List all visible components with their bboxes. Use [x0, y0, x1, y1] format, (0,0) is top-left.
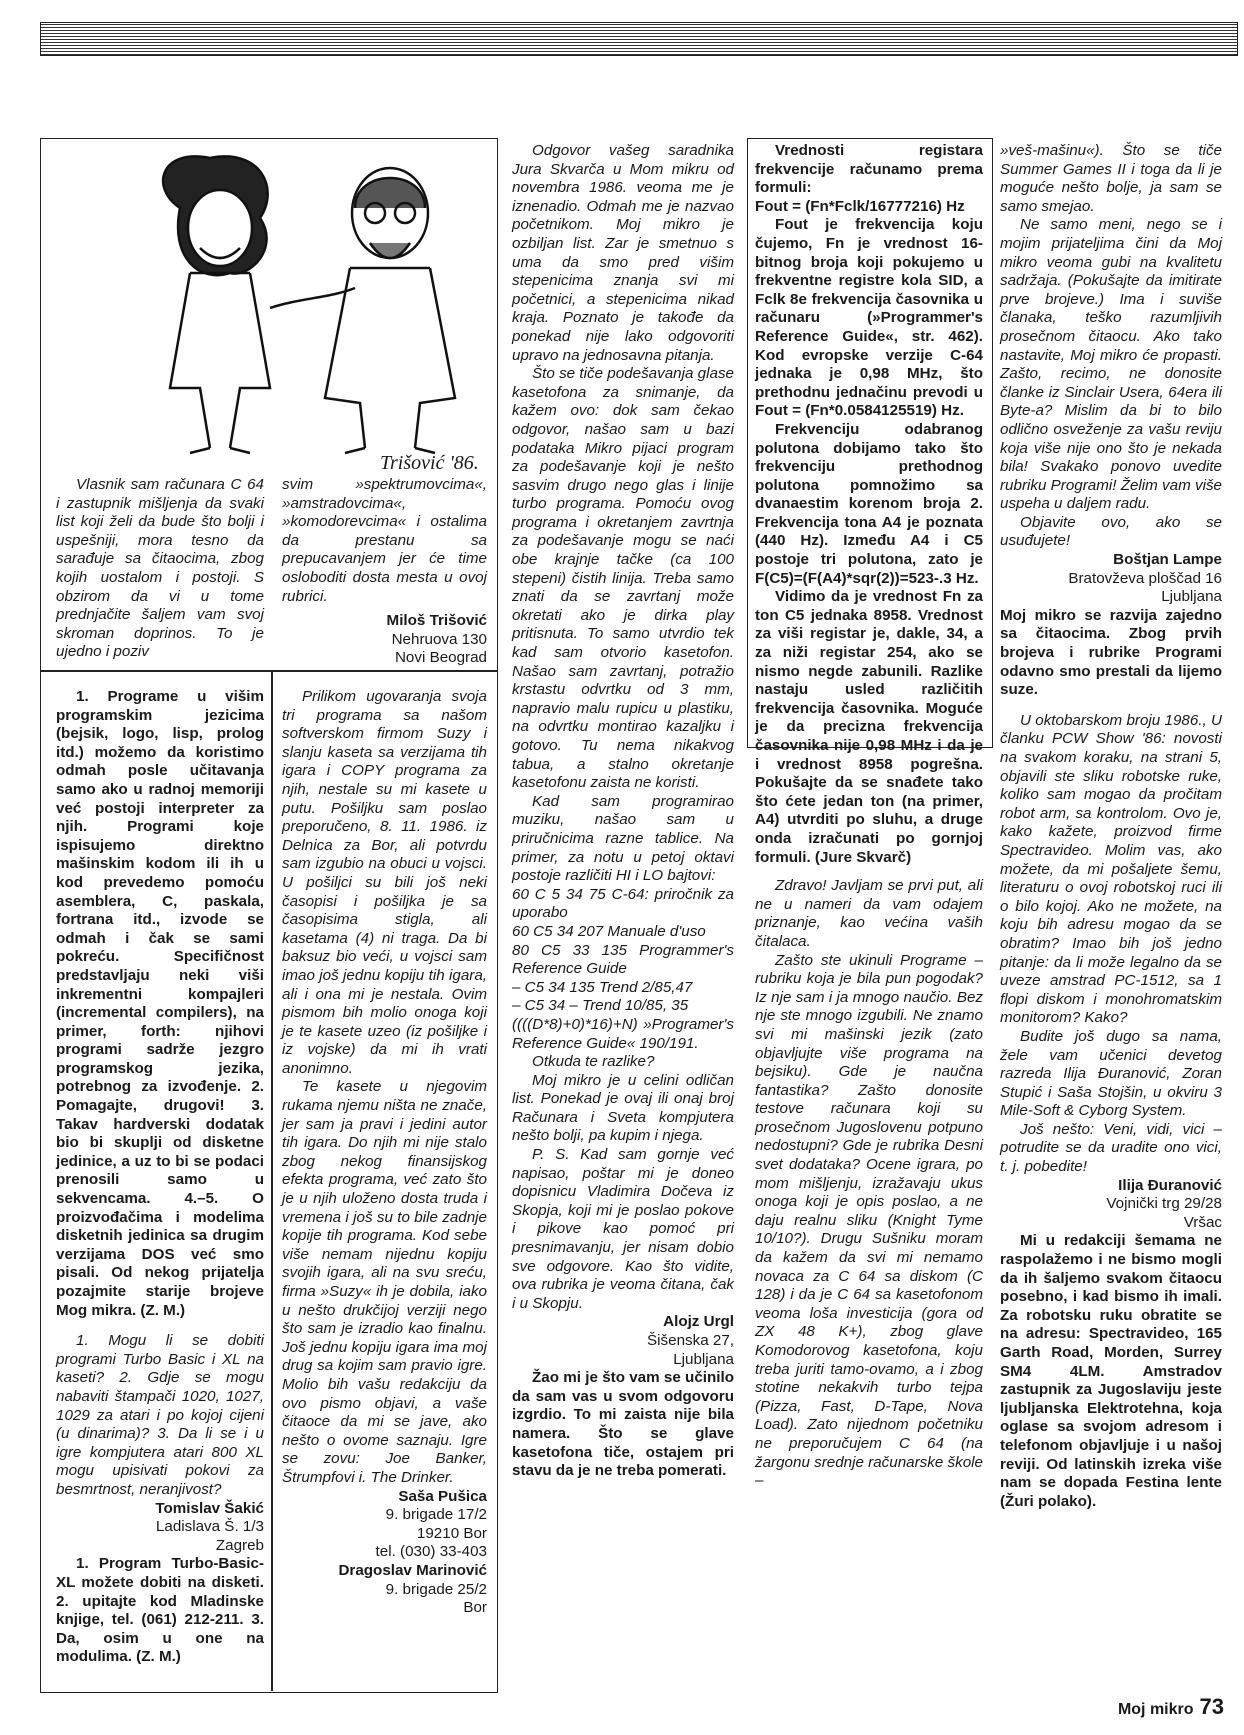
letter-2-list-5: – C5 34 – Trend 10/85, 35 [512, 997, 689, 1015]
left-divider-vertical [271, 670, 273, 1691]
letter-6-text-3: Još nešto: Veni, vidi, vici – potrudite se da uradite ono vici, t. j. pobedite! [1000, 1120, 1222, 1176]
letter-2-author: Alojz Urgl [663, 1313, 734, 1331]
answer-3-b: 1. Program Turbo-Basic-XL možete dobiti na disketi. 2. upitajte kod Mladinske knjige, tel. (061) 212-211. 3. Da, osim u one na modulima. (Z. M.) [56, 1555, 264, 1666]
letter-3-author: Tomislav Šakić [155, 1499, 264, 1517]
letter-5-text-1: Zdravo! Javljam se prvi put, ali ne u nameri da vam odajem priznanje, kao većina vaših čitalaca. [755, 877, 983, 950]
letter-5-address-2: Ljubljana [1161, 588, 1222, 606]
letter-4-author-2: Dragoslav Marinović [338, 1561, 487, 1579]
letter-2-text-5: Moj mikro je u celini odličan list. Ponekad je ovaj ili onaj broj Računara i Sveta kompjutera nešto bolji, pa kupim i njega. [512, 1071, 734, 1145]
letter-6-author: Ilija Đuranović [1118, 1176, 1222, 1194]
cartoon-right-body [325, 268, 455, 448]
letter-4-address-3: tel. (030) 33-403 [375, 1543, 487, 1561]
letter-2-text-4: Otkuda te razlike? [532, 1053, 655, 1071]
letter-2-list-3: 80 C5 33 135 Programmer's Reference Guide [512, 941, 734, 978]
answer-formula-p2: Fout je frekvencija koju čujemo, Fn je vrednost 16-bitnog broja koji pokujemo u frekventne registre kola SID, a Fclk 8e frekvencija časovnika u računaru (»Programmer's Reference Guide«, str. 462). Kod evropske verzije C-64 jednaka je 0,98 MHz, što prethodnu jednačinu prevodi u Fout = (Fn*0.0584125519) Hz. [755, 216, 983, 420]
answer-5: Moj mikro se razvija zajedno sa čitaocima. Zbog prvih brojeva i rubrike Programi odavno smo prestali da lijemo suze. [1000, 606, 1222, 699]
letter-1-col-b [282, 476, 487, 668]
letter-4-text-a: Prilikom ugovaranja svoja tri programa sa našom softverskom firmom Suzy i slanju kaseta sa verzijama tih igara i COPY programa za njih, nestale su mi kasete u putu. Pošiljku sam poslao preporučeno, 8. 11. 1986. iz Delnica za Bor, ali potvrdu sam izgubio na obuci u vojsci. U pošiljci su bili još neki časopisi i pošiljka je sa časopisima stigla, ali kasetama (4) ni traga. Da bi baksuz bio veći, u vojsci sam imao još jednu kopiju tih igara, ali i ona mi je nestala. Ovim pismom bih molio onoga koji je te kasete uzeo (iz pošiljke i iz vojske) da mi ih vrati anonimno. [282, 688, 487, 1077]
letter-1-text-b: svim »spektrumovcima«, »amstradovcima«, »komodorevcima« i ostalima da prestanu sa prepucavanjem jer će time osloboditi dosta mesta u ovoj rubrici. [282, 476, 487, 605]
letter-4-author-1: Saša Pušica [398, 1487, 487, 1505]
letter-3-text: 1. Mogu li se dobiti programi Turbo Basic i XL na kaseti? 2. Gdje se mogu nabaviti štampači 1020, 1027, 1029 za atari i po kojoj cijeni (u dinarima)? 3. Da li se i u igre kompjutera atari 800 XL mogu upisivati pokovi za besmrtnost, neranjivost? [56, 1332, 264, 1498]
letter-2-text-2: Što se tiče podešavanja glase kasetofona za snimanje, da kažem ovo: dok sam čekao odgovor, našao sam u bazi podataka Mikro pijaci program za podešavanje koji je nešto sasvim drugo nego glas i linije turbo programa. Pomoću ovog programa i okretanjem zavrtnja za podešavanje mogu se naći obe krajnje tačke (ca 100 stepeni) čistih linija. Treba samo znati da se zavrtanj može okretati ako je dirka play pritisnuta. To samo utvrdio tek kad sam otvorio kasetofon. Našao sam zavrtanj, potražio krstastu odvrtku od 3 mm, napravio malu rupicu u plastiku, na odvrtku montirao kazaljku i gotovo. Tu nema nikakvog tabua, a stalno okretanje kasetofonu zaista ne koristi. [512, 365, 734, 792]
answer-3-a: 1. Programe u višim programskim jezicima (bejsik, logo, lisp, prolog itd.) možemo da koristimo odmah posle učitavanja samo ako u radnoj memoriji već postoji interpreter za njih. Programi koje ispisujemo direktno mašinskim kodom ili ih u kod prevedemo pomoću asemblera, C, paskala, fortrana itd., izvode se odmah i čak se sami pokreću. Specifičnost predstavljaju neki viši inkrementni kompajleri (incremental compilers), na primer, forth: njihovi programi sadrže jezgro programskog jezika, potrebnog za izvođenje. 2. Pomagajte, drugovi! 3. Takav hardverski dodatak bio bi skuplji od disketne jedinice, a uz to bi se podaci prenosili samo u sekvencama. 4.–5. O proizvođačima i modelima disketnih jedinica sa drugim verzijama DOS već smo pisali. Od nekog prijatelja pozajmite starije brojeve Mog mikra. (Z. M.) [56, 688, 264, 1319]
answer-formula-col [755, 142, 983, 1491]
letter-2-address-1: Šišenska 27, [647, 1332, 734, 1349]
letter-5-address-1: Bratovževa ploščad 16 [1068, 569, 1222, 587]
letter-5-text-4: Ne samo meni, nego se i mojim prijateljima čini da Moj mikro veoma gubi na kvalitetu sadržaja. (Pokušajte da imitirate prve brojeve.) Ima i suviše članaka, teško razumljivih prosečnom čitaocu. Ako tako nastavite, Moj mikro će propasti. Zašto, recimo, ne donosite članke iz Sinclair Usera, 64era ili Byte-a? Mislim da bi to bilo odlično osveženje za vašu reviju koja više nije ono što je nekada bila! Svakako ponovo uvedite rubriku Programi! Želim vam više uspeha u daljem radu. [1000, 216, 1222, 513]
letter-2-col [512, 142, 734, 1481]
page-footer [1118, 1694, 1224, 1720]
answer-formula-p3: Frekvenciju odabranog polutona dobijamo tako što frekvenciju prethodnog polutona pomnožimo sa dvanaestim korenom broja 2. Frekvencija tona A4 je poznata (440 Hz). Između A4 i C5 postoje tri polutona, zato je F(C5)=(F(A4)*sqr(2))=523-.3 Hz. [755, 420, 983, 587]
letter-1-author: Miloš Trišović [386, 612, 487, 630]
magazine-name: Moj mikro [1117, 1701, 1194, 1718]
letter-5-text-3: »veš-mašinu«). Što se tiče Summer Games II i toga da li je moguće nešto bolje, ja sam se samo smejao. [1000, 142, 1222, 215]
letter-3-address-2: Zagreb [215, 1536, 264, 1554]
page-number: 73 [1199, 1694, 1224, 1719]
header-hatch-bar [40, 22, 1238, 56]
letter-2-text-6: P. S. Kad sam gornje već napisao, poštar mi je doneo dopisnicu Vladimira Dočeva iz Skopja, koji mi je poslao pokove i pikove kao pomoć pri presnimavanju, jer nisam dobio sve odgovore. Kao što vidite, ova rubrika je veoma čitana, čak i u Skopju. [512, 1146, 734, 1312]
letter-4-address-2: 19210 Bor [416, 1524, 487, 1542]
letter-2-list-2: 60 C5 34 207 Manuale d'uso [512, 922, 706, 940]
left-divider-horizontal [40, 670, 498, 672]
letter-6-text-2: Budite još dugo sa nama, žele vam učenici devetog razreda Ilija Đuranović, Zoran Stupić i Saša Stojšin, u okviru 3 Mile-Soft & Cyborg System. [1000, 1027, 1222, 1120]
letter-4-address-5: Bor [463, 1599, 487, 1617]
answer-formula-intro: Vrednosti registara frekvencije računamo prema formuli: [755, 142, 983, 197]
letter-2-list-6: ((((D*8)+0)*16)+N) »Programer's Reference Guide« 190/191. [512, 1015, 734, 1052]
cartoon-signature: Trišović '86. [380, 452, 479, 474]
cartoon-illustration [120, 148, 500, 468]
letter-4-col [282, 688, 487, 1618]
letter-3-col [56, 688, 264, 1667]
letter-4-address-4: 9. brigade 25/2 [385, 1580, 487, 1598]
letter-2-list-4: – C5 34 135 Trend 2/85,47 [512, 978, 693, 996]
right-col [1000, 142, 1222, 1511]
letter-4-text-b: Te kasete u njegovim rukama njemu ništa ne znače, jer sam ja pravi i jedini autor tih igara. Do njih mi nije stalo zbog nekog finansijskog efekta programa, već zato što je u njih uloženo dosta truda i vremena i još su to bile zadnje kopije tih programa. Kod sebe više nemam nijednu kopiju svojih igara, ali na svu sreću, firma »Suzy« ih je dobila, iako u nešto drukčijoj verziji nego što sam je izradio kao finalnu. Još jednu kopiju igara ima moj drug sa kojim sam pravio igre. Molio bih vašu redakciju da ovo pismo objavi, a vaše čitaoce da mi se jave, ako nešto o ovome saznaju. Igre se zovu: Joe Banker, Štrumpfovi i. The Drinker. [282, 1078, 487, 1486]
letter-1-col-a [56, 476, 264, 662]
letter-1-text-a: Vlasnik sam računara C 64 i zastupnik mišljenja da svaki list koji želi da bude što bolji i uspešniji, mora tesno da sarađuje sa čitaocima, zbog kojih uostalom i postoji. S obzirom da vi u tome prednjačite šaljem vam svoj skroman doprinos. To je ujedno i poziv [56, 476, 264, 661]
answer-6: Mi u redakciji šemama ne raspolažemo i ne bismo mogli da ih šaljemo svakom čitaocu posebno, i kad bismo ih imali. Za robotsku ruku obratite se na adresu: Spectravideo, 165 Garth Road, Morden, Surrey SM4 4LM. Amstradov zastupnik za Jugoslaviju jeste ljubljanska Elektrotehna, koja oglase sa svojom adresom i telefonom objavljuje i u našoj reviji. Od latinskih izreka više nam se dopada Festina lente (Žuri polako). [1000, 1232, 1222, 1510]
letter-5-text-5: Objavite ovo, ako se usuđujete! [1000, 513, 1222, 550]
letter-1-address-1: Nehruova 130 [391, 630, 487, 648]
answer-formula-p4: Vidimo da je vrednost Fn za ton C5 jednaka 8958. Vrednost za viši registar je, dakle, 34, a za niži registar 254, ako se nismo negde zabunili. Razlike nastaju usled različitih frekvencija časovnika. Moguće je da precizna frekvencija časovnika nije 0,98 MHz i da je i vrednost 8958 pogrešna. Pokušajte da se snađete tako što ćete jedan ton (na primer, A4) utvrditi po sluhu, a druge onda izračunati po gornjoj formuli. (Jure Skvarč) [755, 588, 983, 866]
letter-4-address-1: 9. brigade 17/2 [385, 1506, 487, 1524]
letter-2-text-1: Odgovor vašeg saradnika Jura Skvarča u Mom mikru od novembra 1986. veoma me je iznenadio. Odmah me je nazvao početnikom. Moj mikro je ozbiljan list. Zar je smetnuo s uma da smo pred višim stepenicima znanja svi mi početnici, a stepenicima nikad kraja. Poznato je takođe da ponekad nije lako odgovoriti upravo na jednosavna pitanja. [512, 142, 734, 364]
letter-3-address-1: Ladislava Š. 1/3 [155, 1518, 264, 1536]
answer-2: Žao mi je što vam se učinilo da sam vas u svom odgovoru izgrdio. To mi zaista nije bila namera. Što se glave kasetofona tiče, ostajem pri stavu da je ne treba pomerati. [512, 1369, 734, 1480]
letter-6-address-2: Vršac [1183, 1213, 1222, 1231]
letter-6-text-1: U oktobarskom broju 1986., U članku PCW Show '86: novosti na svakom koraku, na strani 5, objavili ste sliku robotske ruke, koliko sam mogao da pročitam robot arm, sa kontrolom. Ovo je, kako kažete, proizvod firme Spectravideo. Molim vas, ako možete, da mi pošaljete šemu, literaturu o ovoj robotskoj ruci ili o bilo kojoj. Ako ne možete, na koju bih adresu mogao da se obratim? Imao bih još jedno pitanje: da li može legalno da se uveze amstrad PC-1512, sa 1 flopi diskom i monohromatskim monitorom? Kako? [1000, 711, 1222, 1027]
letter-6-address-1: Vojnički trg 29/28 [1106, 1195, 1222, 1213]
letter-1-address-2: Novi Beograd [394, 649, 487, 667]
letter-5-author: Boštjan Lampe [1113, 551, 1222, 569]
letter-2-text-3: Kad sam programirao muziku, našao sam u priručnicima razne tablice. Na primer, za notu u petoj oktavi postoje različiti HI i LO bajtovi: [512, 792, 734, 885]
letter-2-list-1: 60 C 5 34 75 C-64: priročnik za uporabo [512, 885, 734, 922]
answer-formula: Fout = (Fn*Fclk/16777216) Hz [755, 197, 965, 215]
letter-5-text-2: Zašto ste ukinuli Programe – rubriku koja je bila pun pogodak? Iz nje sam i ja mnogo naučio. Bez nje ste mnogo izgubili. Ne znamo svi mi mašinski jezik (zato objavljujte više programa na bejsiku). Gde je naučna fantastika? Zašto donosite testove računara koji su prosečnom Jugoslovenu potpuno nedostupni? Gde je rubrika Desni svet dodataka? Ocene igrara, po mom mišljenju, izražavaju ukus onoga koji je opis poslao, a ne daju realnu sliku (Knight Tyme 10/10?). Drugu Sušniku moram da kažem da svi mi nemamo novaca za C 64 sa diskom (C 128) i da je C 64 sa kasetofonom veoma loša investicija (gora od ZX 48 K+), zbog glave Komodorovog kasetofona, koju treba juriti tamo-ovamo, a i zbog stotine nekakvih turbo tejpa (Pizza, Fast, D-Tape, Nova Load). Zato nijednom početniku ne preporučujem C 64 (na žargonu srednje računarske škole – [755, 951, 983, 1490]
letter-2-address-2: Ljubljana [673, 1350, 734, 1368]
cartoon-left-body [170, 273, 270, 448]
